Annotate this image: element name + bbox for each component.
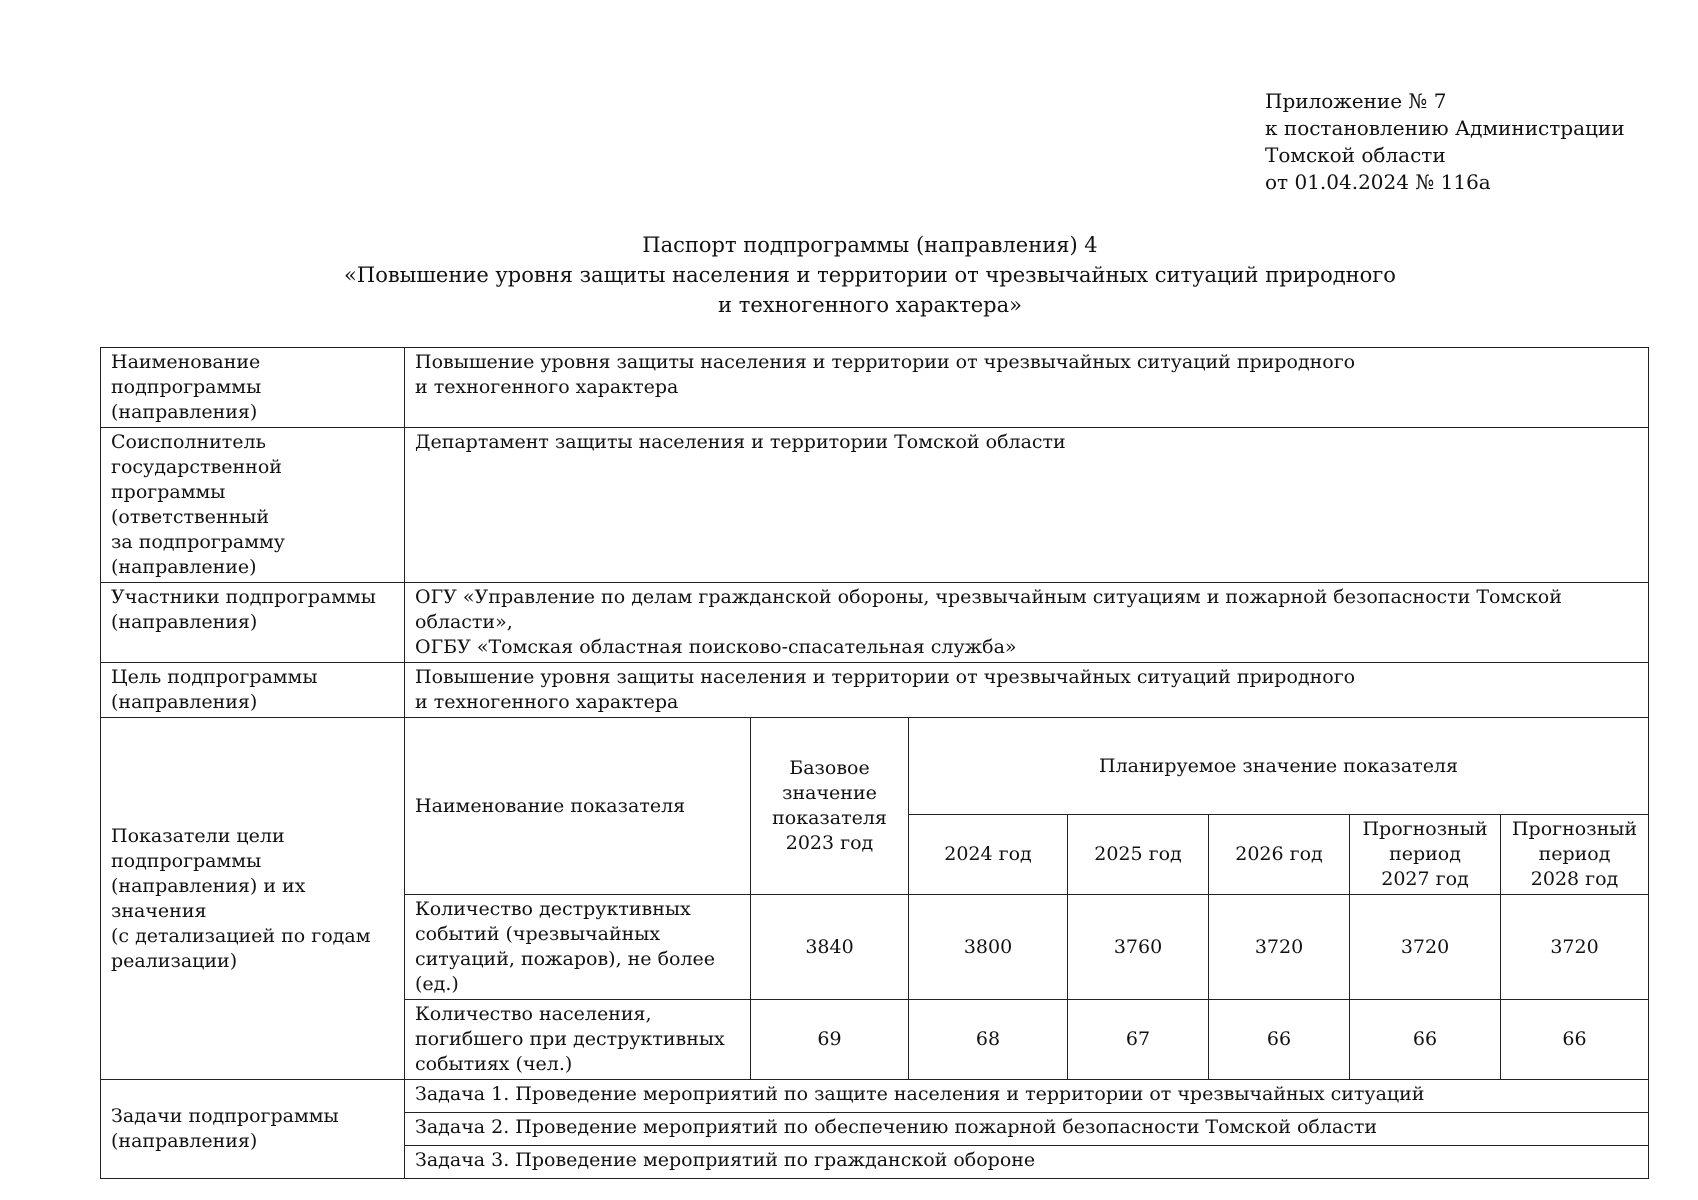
indicator-value: 68 xyxy=(909,1000,1068,1080)
task-item: Задача 2. Проведение мероприятий по обеспечению пожарной безопасности Томской области xyxy=(405,1113,1649,1146)
appendix-line: к постановлению Администрации xyxy=(1265,116,1625,140)
indicator-value: 3760 xyxy=(1068,895,1209,1000)
row-goal xyxy=(101,663,1649,718)
indicator-name: Количество населения, погибшего при деструктивных событиях (чел.) xyxy=(405,1000,751,1080)
base-value-header: Базовое значение показателя 2023 год xyxy=(751,718,909,895)
row-value: Повышение уровня защиты населения и территории от чрезвычайных ситуаций природного и техногенного характера xyxy=(405,348,1649,428)
task-item: Задача 3. Проведение мероприятий по гражданской обороне xyxy=(405,1146,1649,1179)
passport-table xyxy=(100,347,1649,1179)
indicator-name-header: Наименование показателя xyxy=(405,718,751,895)
appendix-block xyxy=(1265,88,1665,196)
indicators-header-row xyxy=(101,718,1649,815)
title-line: и техногенного характера» xyxy=(718,293,1022,317)
appendix-line: от 01.04.2024 № 116а xyxy=(1265,170,1491,194)
tasks-label: Задачи подпрограммы (направления) xyxy=(101,1080,405,1179)
task-item: Задача 1. Проведение мероприятий по защите населения и территории от чрезвычайных ситуаций xyxy=(405,1080,1649,1113)
task-row xyxy=(101,1080,1649,1113)
year-header: Прогнозный период 2027 год xyxy=(1350,815,1501,895)
document-title xyxy=(100,230,1640,320)
row-label: Наименование подпрограммы (направления) xyxy=(101,348,405,428)
year-header: Прогнозный период 2028 год xyxy=(1501,815,1649,895)
row-value: ОГУ «Управление по делам гражданской обороны, чрезвычайным ситуациям и пожарной безопасности Томской области», ОГБУ «Томская областная поисково-спасательная служба» xyxy=(405,583,1649,663)
indicator-name: Количество деструктивных событий (чрезвычайных ситуаций, пожаров), не более (ед.) xyxy=(405,895,751,1000)
row-coexecutor xyxy=(101,428,1649,583)
year-header: 2024 год xyxy=(909,815,1068,895)
indicator-value: 67 xyxy=(1068,1000,1209,1080)
title-line: «Повышение уровня защиты населения и территории от чрезвычайных ситуаций природного xyxy=(344,263,1396,287)
planned-value-header: Планируемое значение показателя xyxy=(909,718,1649,815)
indicator-value: 66 xyxy=(1350,1000,1501,1080)
title-line: Паспорт подпрограммы (направления) 4 xyxy=(642,233,1098,257)
row-participants xyxy=(101,583,1649,663)
row-value: Департамент защиты населения и территории Томской области xyxy=(405,428,1649,583)
indicators-label: Показатели цели подпрограммы (направления) и их значения (с детализацией по годам реализации) xyxy=(101,718,405,1080)
indicator-value: 3720 xyxy=(1501,895,1649,1000)
indicator-base-value: 3840 xyxy=(751,895,909,1000)
row-label: Участники подпрограммы (направления) xyxy=(101,583,405,663)
row-value: Повышение уровня защиты населения и территории от чрезвычайных ситуаций природного и техногенного характера xyxy=(405,663,1649,718)
year-header: 2025 год xyxy=(1068,815,1209,895)
appendix-line: Приложение № 7 xyxy=(1265,89,1447,113)
indicator-value: 66 xyxy=(1209,1000,1350,1080)
indicator-value: 3800 xyxy=(909,895,1068,1000)
row-name xyxy=(101,348,1649,428)
indicator-value: 3720 xyxy=(1209,895,1350,1000)
indicator-value: 66 xyxy=(1501,1000,1649,1080)
year-header: 2026 год xyxy=(1209,815,1350,895)
row-label: Цель подпрограммы (направления) xyxy=(101,663,405,718)
indicator-value: 3720 xyxy=(1350,895,1501,1000)
appendix-line: Томской области xyxy=(1265,143,1446,167)
indicator-base-value: 69 xyxy=(751,1000,909,1080)
row-label: Соисполнитель государственной программы (ответственный за подпрограмму (направление) xyxy=(101,428,405,583)
